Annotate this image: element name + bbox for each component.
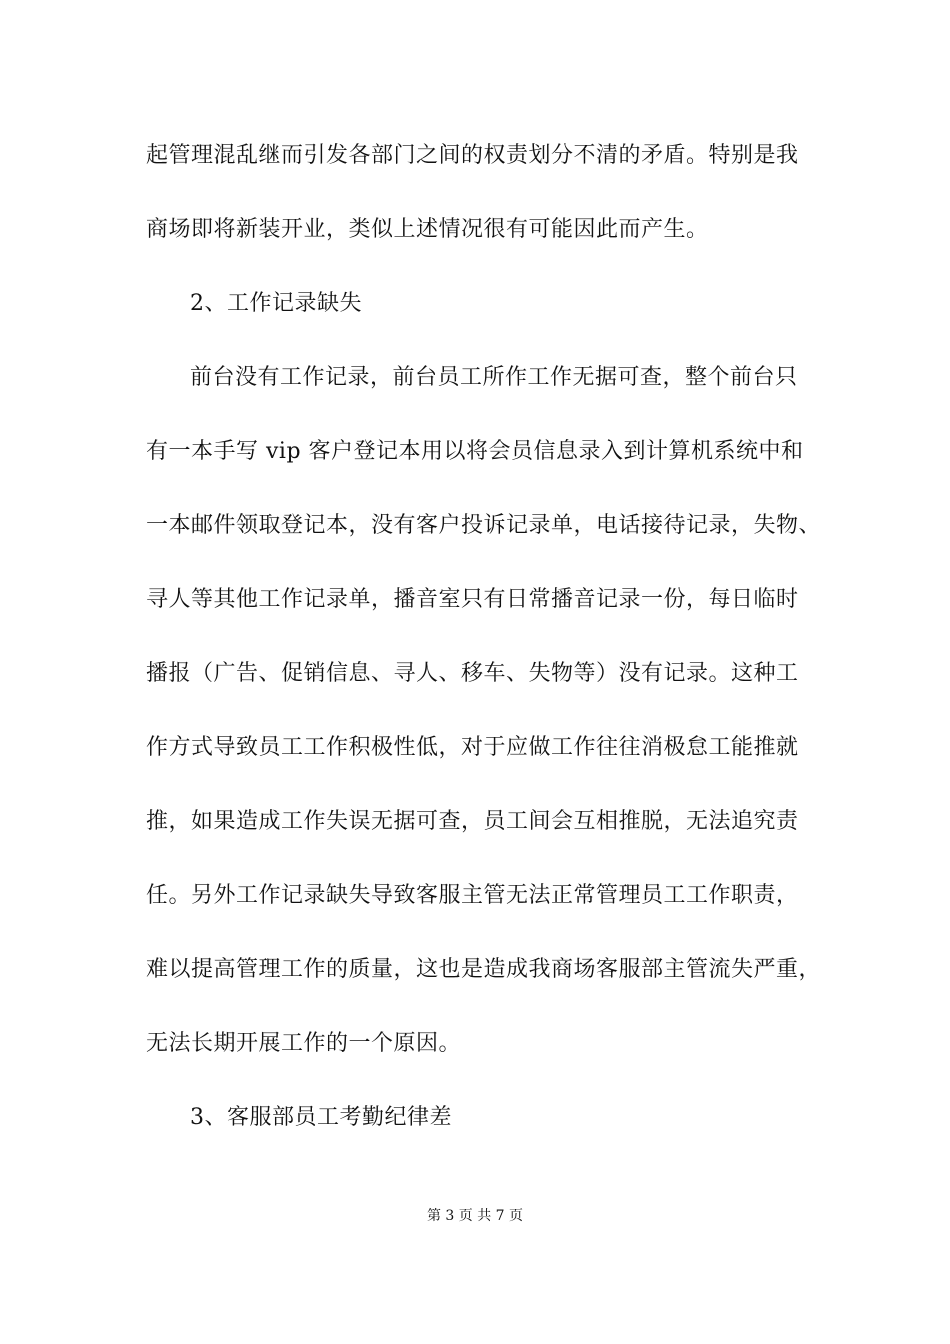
paragraph-line: 起管理混乱继而引发各部门之间的权责划分不清的矛盾。特别是我 — [146, 143, 799, 168]
paragraph-line: 作方式导致员工工作积极性低，对于应做工作往往消极怠工能推就 — [146, 735, 799, 760]
paragraph-line: 前台没有工作记录，前台员工所作工作无据可查，整个前台只 — [190, 365, 798, 390]
paragraph-line: 播报（广告、促销信息、寻人、移车、失物等）没有记录。这种工 — [146, 661, 799, 686]
paragraph-line: 商场即将新装开业，类似上述情况很有可能因此而产生。 — [146, 217, 709, 242]
paragraph-line: 任。另外工作记录缺失导致客服主管无法正常管理员工工作职责， — [146, 883, 799, 908]
paragraph-line: 难以提高管理工作的质量，这也是造成我商场客服部主管流失严重， — [146, 957, 822, 982]
section-heading: 3、客服部员工考勤纪律差 — [190, 1105, 452, 1130]
paragraph-line: 有一本手写 vip 客户登记本用以将会员信息录入到计算机系统中和 — [146, 439, 804, 464]
page-footer: 第 3 页 共 7 页 — [426, 1208, 524, 1224]
paragraph-line: 无法长期开展工作的一个原因。 — [146, 1031, 462, 1056]
paragraph-line: 一本邮件领取登记本，没有客户投诉记录单，电话接待记录，失物、 — [146, 513, 822, 538]
paragraph-line: 寻人等其他工作记录单，播音室只有日常播音记录一份，每日临时 — [146, 587, 799, 612]
section-heading: 2、工作记录缺失 — [190, 291, 362, 316]
paragraph-line: 推，如果造成工作失误无据可查，员工间会互相推脱，无法追究责 — [146, 809, 799, 834]
